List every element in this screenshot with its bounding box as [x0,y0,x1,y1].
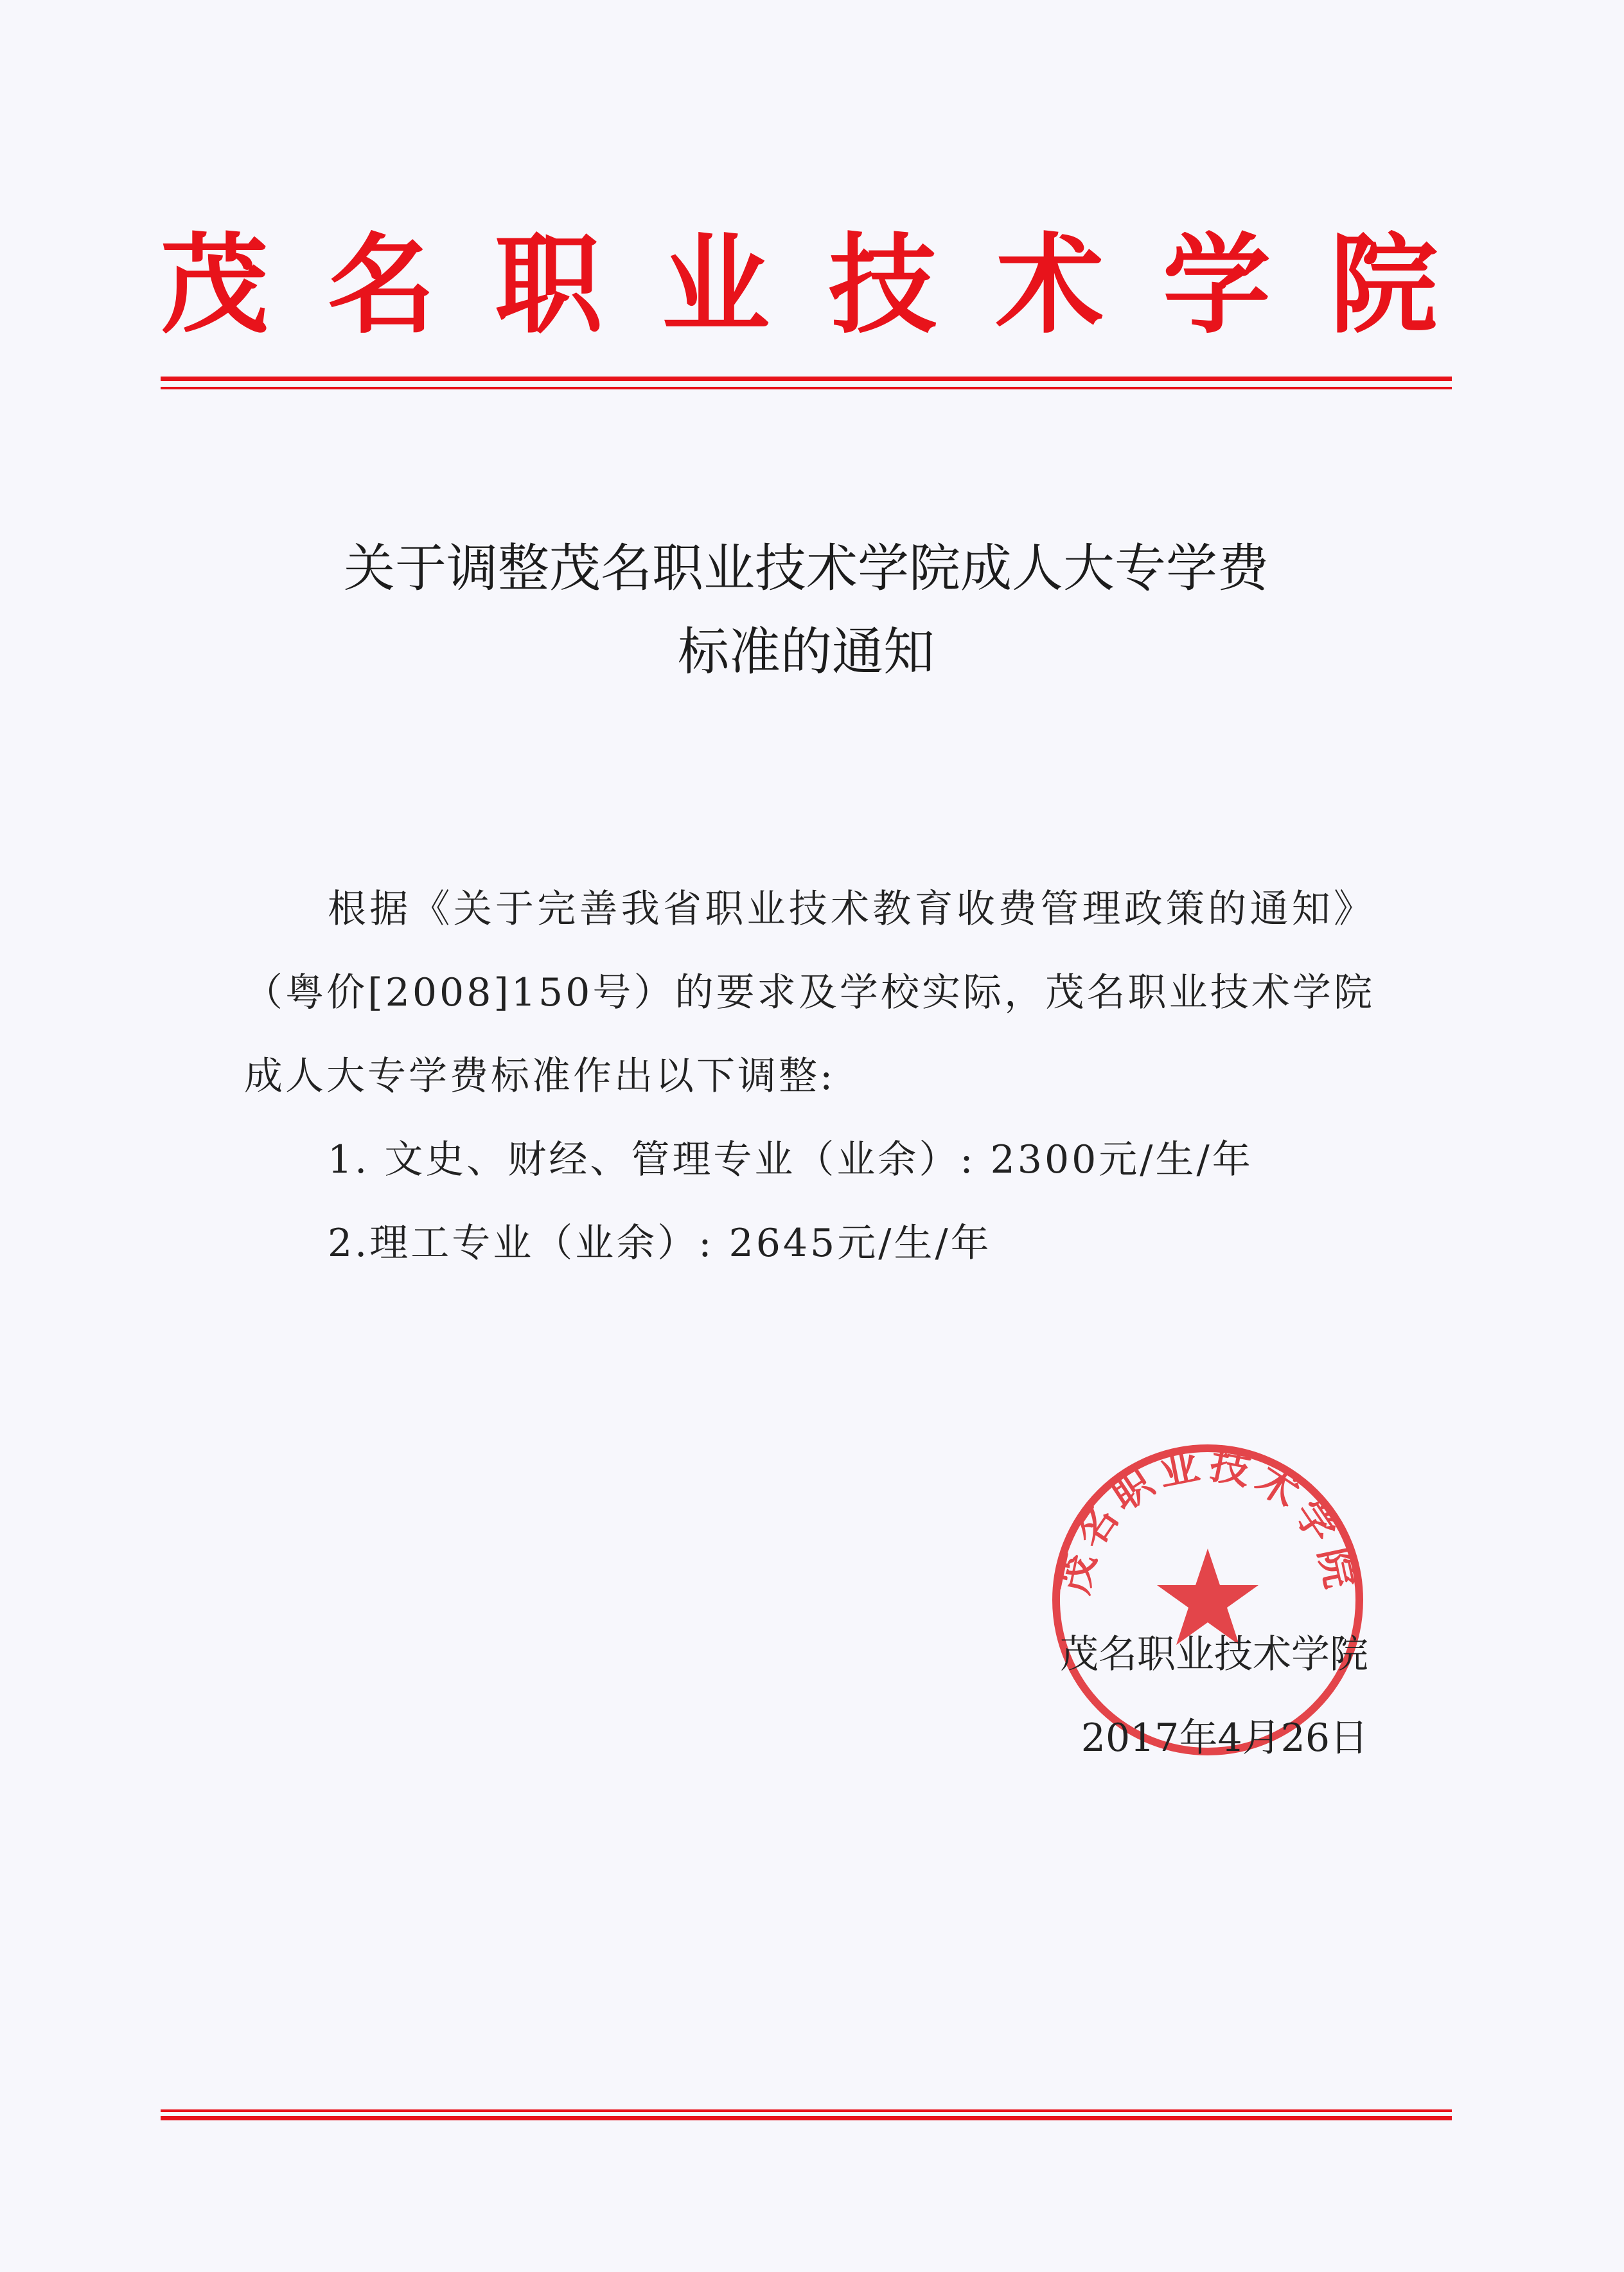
fee-item-2: 2.理工专业（业余）: 2645元/生/年 [328,1221,992,1266]
signature-org: 茂名职业技术学院 [1060,1632,1368,1677]
footer-rule-thin [161,2109,1452,2112]
masthead-org-name: 茂名职业技术学院 [161,222,1497,348]
footer-rule-thick [161,2116,1452,2120]
notice-body [244,867,1375,1285]
notice-paragraph: 根据《关于完善我省职业技术教育收费管理政策的通知》（粤价[2008]150号）的要求及学校实际，茂名职业技术学院成人大专学费标准作出以下调整: [244,887,1375,1099]
signature-block [996,1613,1368,1780]
notice-title-line-1: 关于调整茂名职业技术学院成人大专学费 [344,538,1269,598]
notice-title-line-2: 标准的通知 [678,622,935,682]
notice-title [161,527,1452,694]
signature-date: 2017年4月26日 [1081,1716,1368,1761]
seal-text: 茂名职业技术学院 [1050,1440,1366,1599]
masthead-rule-thick [161,377,1452,381]
fee-item-1: 1. 文史、财经、管理专业（业余）: 2300元/生/年 [328,1137,1253,1182]
masthead-rule-thin [161,387,1452,389]
